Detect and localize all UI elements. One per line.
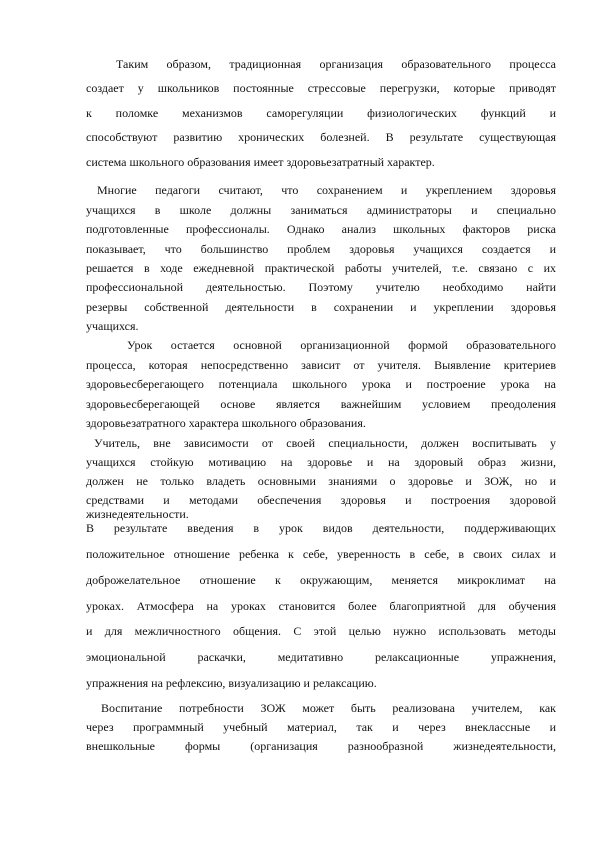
text-line: к поломке механизмов саморегуляции физиологических функций и: [86, 106, 556, 120]
text-line: здоровьезатратного характера школьного образования.: [86, 416, 366, 430]
text-line: жизнедеятельности.: [86, 507, 189, 521]
text-line: Таким образом, традиционная организация образовательного процесса: [116, 57, 556, 71]
text-line: должен не только владеть основными знаниями о здоровье и ЗОЖ, но и: [86, 474, 556, 488]
text-line: создает у школьников постоянные стрессовые перегрузки, которые приводят: [86, 81, 556, 95]
text-line: Урок остается основной организационной формой образовательного: [127, 338, 556, 352]
text-line: доброжелательное отношение к окружающим, меняется микроклимат на: [86, 573, 556, 587]
text-line: через программный учебный материал, так и через внеклассные и: [86, 720, 556, 734]
text-line: Учитель, вне зависимости от своей специальности, должен воспитывать у: [94, 436, 556, 450]
text-line: процесса, которая непосредственно зависит от учителя. Выявление критериев: [86, 358, 556, 372]
text-line: Воспитание потребности ЗОЖ может быть реализована учителем, как: [101, 701, 556, 715]
text-line: упражнения на рефлексию, визуализацию и релаксацию.: [86, 676, 377, 690]
text-line: эмоциональной раскачки, медитативно релаксационные упражнения,: [86, 650, 556, 664]
text-line: внешкольные формы (организация разнообразной жизнедеятельности,: [86, 739, 556, 753]
text-line: положительное отношение ребенка к себе, уверенность в себе, в своих силах и: [86, 547, 556, 561]
text-line: профессиональной деятельностью. Поэтому учителю необходимо найти: [86, 280, 556, 294]
text-line: решается в ходе ежедневной практической работы учителей, т.е. связано с их: [86, 261, 556, 275]
text-line: В результате введения в урок видов деятельности, поддерживающих: [86, 521, 556, 535]
text-line: учащихся в школе должны заниматься администраторы и специально: [86, 203, 556, 217]
text-line: подготовленные профессионалы. Однако анализ школьных факторов риска: [86, 222, 556, 236]
text-line: уроках. Атмосфера на уроках становится более благоприятной для обучения: [86, 599, 556, 613]
text-line: здоровьесберегающей основе является важнейшим условием преодоления: [86, 397, 556, 411]
text-line: учащихся.: [86, 319, 139, 333]
text-line: Многие педагоги считают, что сохранением и укреплением здоровья: [97, 183, 556, 197]
text-line: и для межличностного общения. С этой целью нужно использовать методы: [86, 624, 556, 638]
text-line: здоровьесберегающего потенциала школьного урока и построение урока на: [86, 377, 556, 391]
text-line: способствуют развитию хронических болезней. В результате существующая: [86, 130, 556, 144]
text-line: система школьного образования имеет здоровьезатратный характер.: [86, 155, 435, 169]
text-line: резервы собственной деятельности в сохранении и укреплении здоровья: [86, 300, 556, 314]
text-line: учащихся стойкую мотивацию на здоровье и на здоровый образ жизни,: [86, 455, 556, 469]
text-line: средствами и методами обеспечения здоровья и построения здоровой: [86, 493, 556, 507]
text-line: показывает, что большинство проблем здоровья учащихся создается и: [86, 242, 556, 256]
